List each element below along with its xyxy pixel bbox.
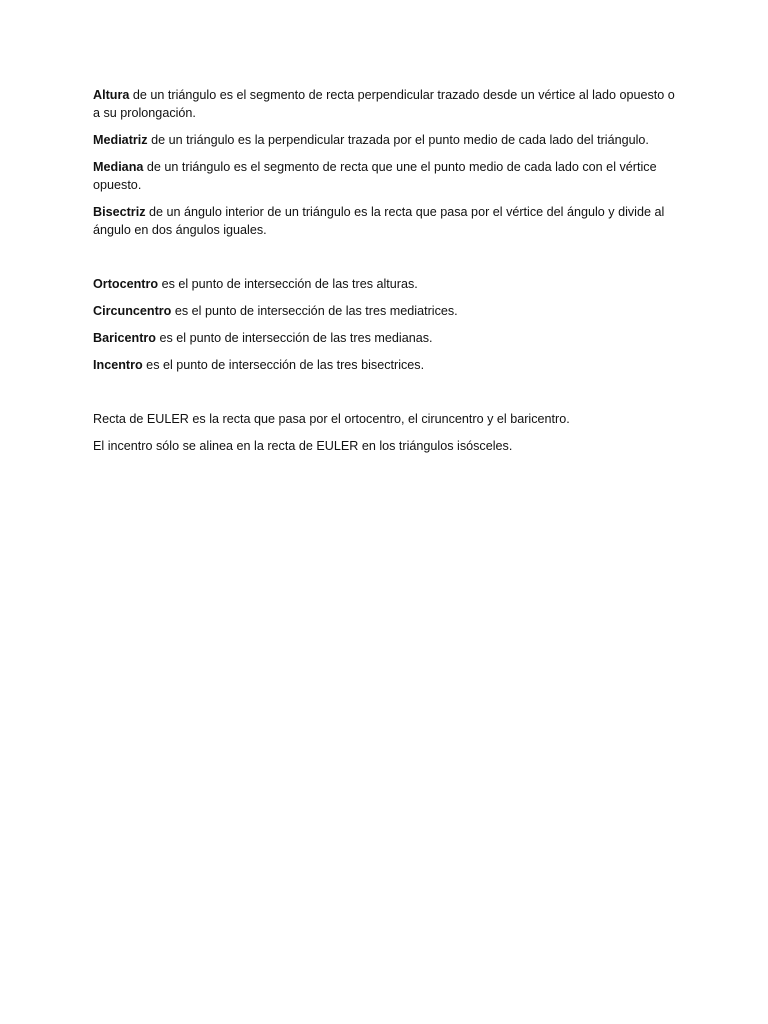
definition-altura-text: de un triángulo es el segmento de recta perpendicular trazado desde un vértice al lado opuesto o a su prolongación. [93, 88, 675, 120]
term-mediana: Mediana [93, 160, 144, 174]
term-bisectriz: Bisectriz [93, 205, 146, 219]
definition-mediatriz [93, 131, 683, 149]
point-ortocentro-text: es el punto de intersección de las tres alturas. [158, 277, 418, 291]
term-incentro: Incentro [93, 358, 143, 372]
point-incentro-text: es el punto de intersección de las tres bisectrices. [142, 358, 425, 372]
point-baricentro [93, 329, 683, 347]
term-mediatriz: Mediatriz [93, 133, 148, 147]
definition-altura [93, 86, 683, 122]
definition-mediana-text: de un triángulo es el segmento de recta que une el punto medio de cada lado con el vértice opuesto. [93, 160, 657, 192]
definition-bisectriz-text: de un ángulo interior de un triángulo es la recta que pasa por el vértice del ángulo y divide al ángulo en dos ángulos iguales. [93, 205, 665, 237]
point-circuncentro-text: es el punto de intersección de las tres mediatrices. [171, 304, 458, 318]
definition-mediana [93, 158, 683, 194]
term-ortocentro: Ortocentro [93, 277, 159, 291]
term-circuncentro: Circuncentro [93, 304, 172, 318]
definition-mediatriz-text: de un triángulo es la perpendicular trazada por el punto medio de cada lado del triángulo. [147, 133, 649, 147]
document-page [93, 86, 683, 464]
definition-bisectriz [93, 203, 683, 239]
term-baricentro: Baricentro [93, 331, 156, 345]
note-euler-line: Recta de EULER es la recta que pasa por el ortocentro, el ciruncentro y el baricentro. [93, 412, 570, 426]
point-ortocentro [93, 275, 683, 293]
point-baricentro-text: es el punto de intersección de las tres medianas. [156, 331, 433, 345]
point-circuncentro [93, 302, 683, 320]
term-altura: Altura [93, 88, 130, 102]
note-incentro-alignment: El incentro sólo se alinea en la recta de EULER en los triángulos isósceles. [93, 439, 513, 453]
point-incentro [93, 356, 683, 374]
